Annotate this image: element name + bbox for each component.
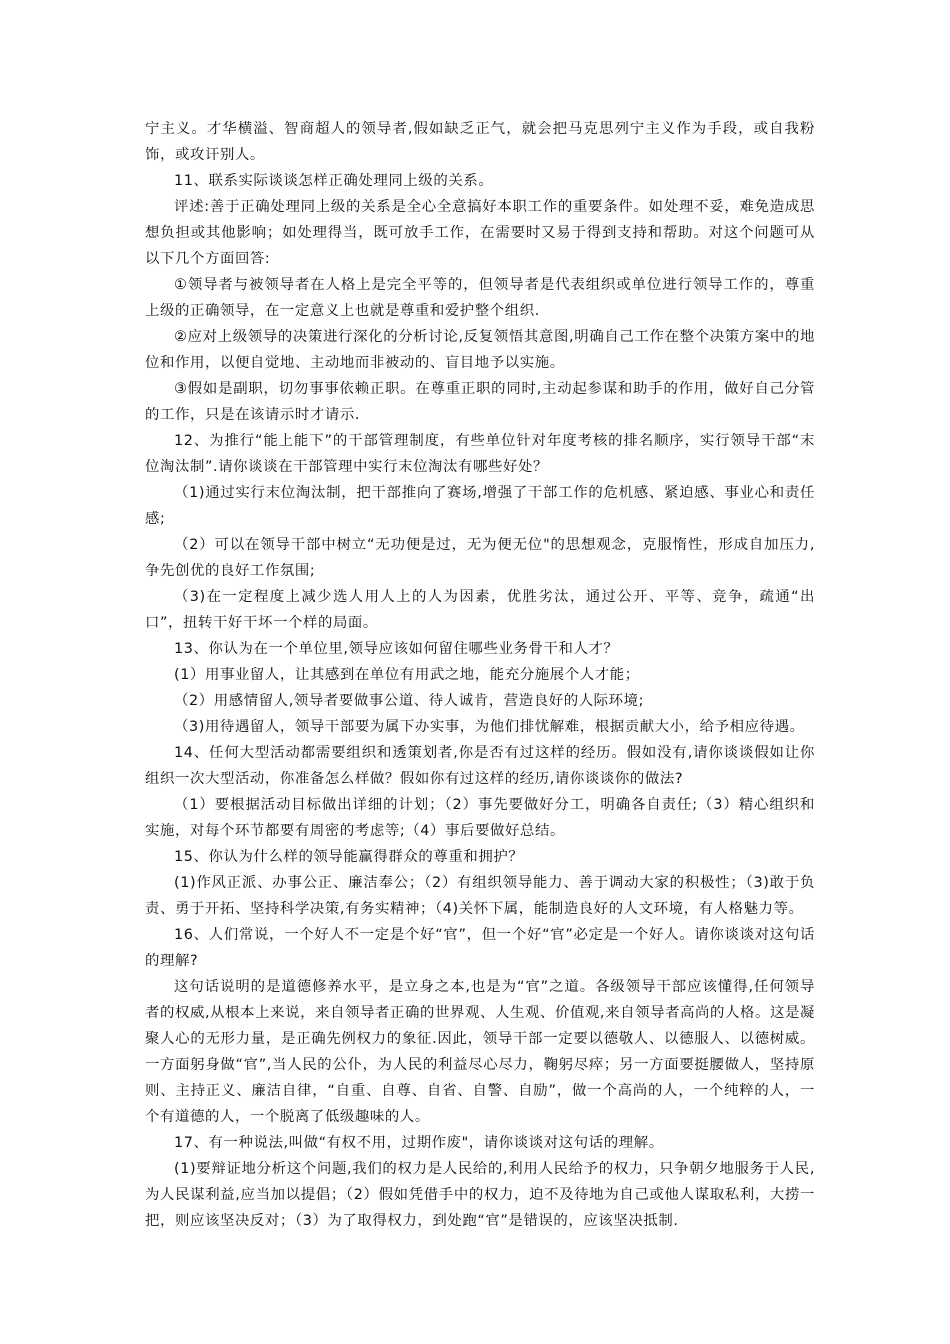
question-17: 17、有一种说法,叫做“有权不用，过期作废"，请你谈谈对这句话的理解。: [174, 1135, 664, 1151]
document-body: [145, 116, 815, 1234]
paragraph: 宁主义。才华横溢、智商超人的领导者,假如缺乏正气，就会把马克思列宁主义作为手段，或自我粉饰，或攻讦别人。: [145, 121, 815, 163]
paragraph: ①领导者与被领导者在人格上是完全平等的，但领导者是代表组织或单位进行领导工作的，尊重上级的正确领导，在一定意义上也就是尊重和爱护整个组织.: [145, 277, 815, 319]
paragraph: ③假如是副职，切勿事事依赖正职。在尊重正职的同时,主动起参谋和助手的作用，做好自己分管的工作，只是在该请示时才请示.: [145, 381, 815, 423]
paragraph: （1)通过实行末位淘汰制，把干部推向了赛场,增强了干部工作的危机感、紧迫感、事业心和责任感;: [145, 485, 815, 527]
paragraph: (1）用事业留人，让其感到在单位有用武之地，能充分施展个人才能；: [174, 667, 640, 683]
paragraph: (1)要辩证地分析这个问题,我们的权力是人民给的,利用人民给予的权力，只争朝夕地服务于人民,为人民谋利益,应当加以提倡；（2）假如凭借手中的权力，迫不及待地为自己或他人谋取私利，大捞一把，则应该坚决反对；（3）为了取得权力，到处跑“官”是错误的，应该坚决抵制.: [145, 1161, 815, 1229]
paragraph: （2）用感情留人,领导者要做事公道、待人诚肯，营造良好的人际环境;: [174, 693, 645, 709]
question-16: 16、人们常说，一个好人不一定是个好“官”，但一个好“官”必定是一个好人。请你谈谈对这句话的理解?: [145, 927, 815, 969]
paragraph: （3)在一定程度上减少选人用人上的人为因素，优胜劣汰，通过公开、平等、竞争，疏通“出口”，扭转干好干坏一个样的局面。: [145, 589, 815, 631]
paragraph: 评述:善于正确处理同上级的关系是全心全意搞好本职工作的重要条件。如处理不妥，难免造成思想负担或其他影响；如处理得当，既可放手工作，在需要时又易于得到支持和帮助。对这个问题可从以下几个方面回答:: [145, 199, 815, 267]
question-14: 14、任何大型活动都需要组织和透策划者,你是否有过这样的经历。假如没有,请你谈谈假如让你组织一次大型活动，你准备怎么样做？假如你有过这样的经历,请你谈谈你的做法?: [145, 745, 815, 787]
paragraph: 这句话说明的是道德修养水平，是立身之本,也是为“官”之道。各级领导干部应该懂得,任何领导者的权威,从根本上来说，来自领导者正确的世界观、人生观、价值观,来自领导者高尚的人格。这是凝聚人心的无形力量，是正确先例权力的象征.因此，领导干部一定要以德敬人、以德服人、以德树威。一方面躬身做“官”,当人民的公仆，为人民的利益尽心尽力，鞠躬尽瘁；另一方面要挺腰做人，坚持原则、主持正义、廉洁自律，“自重、自尊、自省、自警、自励”，做一个高尚的人，一个纯粹的人，一个有道德的人，一个脱离了低级趣味的人。: [145, 979, 815, 1125]
paragraph: （3)用待遇留人，领导干部要为属下办实事，为他们排忧解难，根据贡献大小，给予相应待遇。: [174, 719, 805, 735]
paragraph: （1）要根据活动目标做出详细的计划；（2）事先要做好分工，明确各自责任;（3）精心组织和实施，对每个环节都要有周密的考虑等;（4）事后要做好总结。: [145, 797, 815, 839]
paragraph: (1)作风正派、办事公正、廉洁奉公；（2）有组织领导能力、善于调动大家的积极性；（3)敢于负责、勇于开拓、坚持科学决策,有务实精神；（4)关怀下属，能制造良好的人文环境，有人格魅力等。: [145, 875, 815, 917]
question-13: 13、你认为在一个单位里,领导应该如何留住哪些业务骨干和人才？: [174, 641, 619, 657]
question-15: 15、你认为什么样的领导能赢得群众的尊重和拥护？: [174, 849, 524, 865]
paragraph: ②应对上级领导的决策进行深化的分析讨论,反复领悟其意图,明确自己工作在整个决策方案中的地位和作用，以便自觉地、主动地而非被动的、盲目地予以实施。: [145, 329, 815, 371]
question-11: 11、联系实际谈谈怎样正确处理同上级的关系。: [174, 173, 494, 189]
question-12: 12、为推行“能上能下”的干部管理制度，有些单位针对年度考核的排名顺序，实行领导干部“末位淘汰制”.请你谈谈在干部管理中实行末位淘汰有哪些好处？: [145, 433, 815, 475]
paragraph: （2）可以在领导干部中树立“无功便是过，无为便无位"的思想观念，克服惰性，形成自加压力,争先创优的良好工作氛围;: [145, 537, 815, 579]
